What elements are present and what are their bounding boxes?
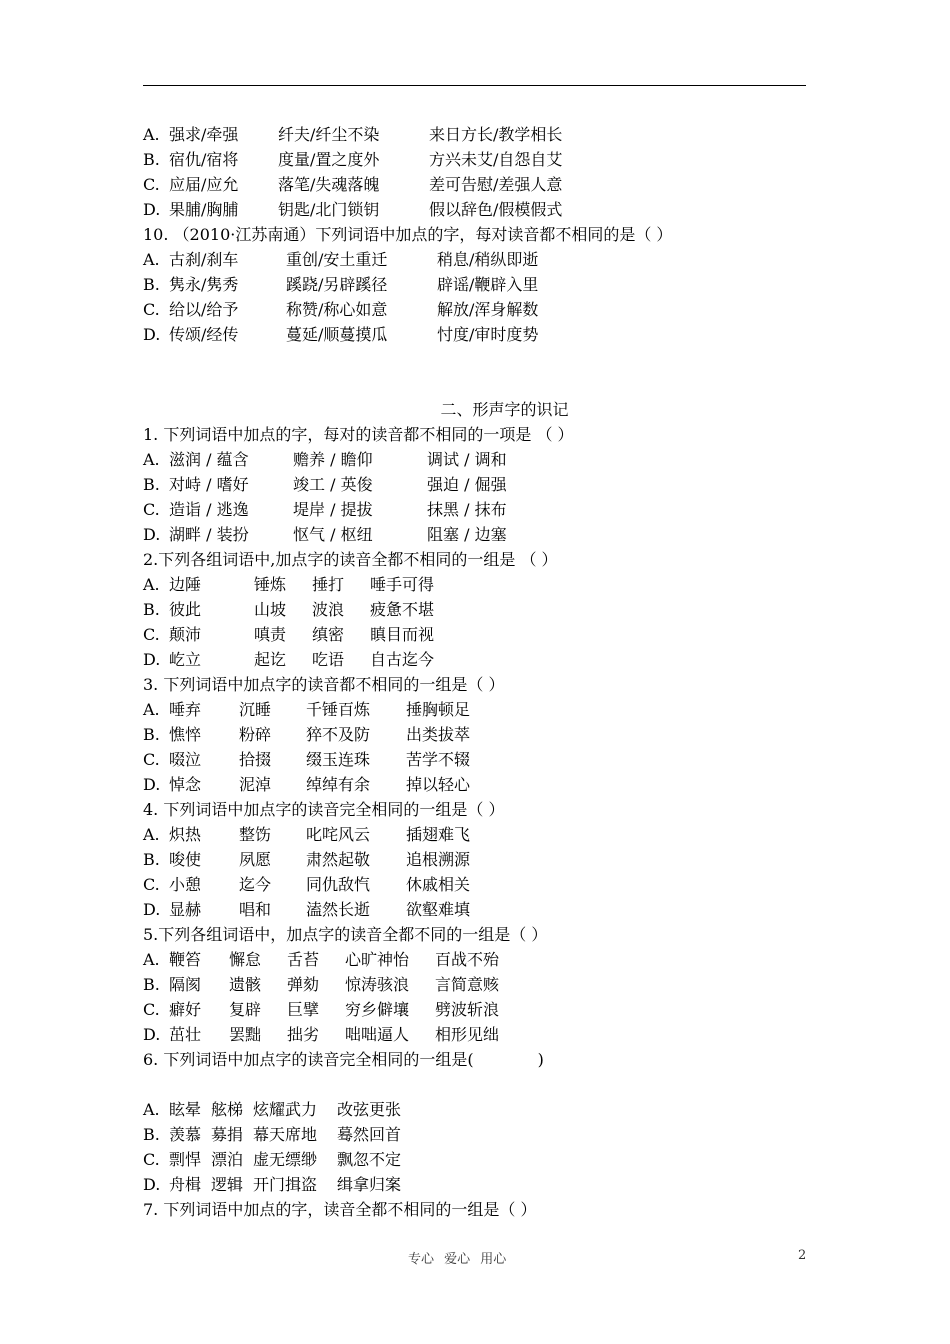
- option-item: 迄今: [239, 875, 272, 894]
- option-item: 整饬: [239, 825, 272, 844]
- option-item: 唾手可得: [370, 575, 435, 594]
- option-item: 忖度/审时度势: [437, 325, 539, 344]
- option-item: 泥淖: [239, 775, 272, 794]
- option-label: B.: [143, 850, 160, 869]
- option-item: 拾掇: [239, 750, 272, 769]
- option-item: 漂泊: [211, 1150, 244, 1169]
- option-item: 应届/应允: [169, 175, 239, 194]
- option-label: B.: [143, 975, 160, 994]
- option-item: 强求/牵强: [169, 125, 239, 144]
- option-item: 苦学不辍: [406, 750, 471, 769]
- option-item: 悼念: [169, 775, 202, 794]
- option-row: [143, 897, 806, 922]
- option-label: A.: [143, 450, 160, 469]
- question-stem: 2.下列各组词语中,加点字的读音全都不相同的一组是 （ ）: [143, 550, 558, 569]
- option-item: 蓦然回首: [337, 1125, 402, 1144]
- header-rule: [143, 85, 806, 86]
- option-row: [143, 747, 806, 772]
- option-item: 惊涛骇浪: [345, 975, 410, 994]
- option-item: 羡慕: [169, 1125, 202, 1144]
- option-item: 百战不殆: [435, 950, 500, 969]
- option-item: 对峙 / 嗜好: [169, 475, 249, 494]
- option-item: 显赫: [169, 900, 202, 919]
- option-label: D.: [143, 200, 161, 219]
- option-item: 边陲: [169, 575, 202, 594]
- option-item: 同仇敌忾: [306, 875, 371, 894]
- option-row: [143, 447, 806, 472]
- footer-motto: 专心 爱心 用心: [408, 1252, 507, 1267]
- option-item: 方兴未艾/自怨自艾: [429, 150, 563, 169]
- option-item: 绰绰有余: [306, 775, 371, 794]
- option-item: 隔阂: [169, 975, 202, 994]
- option-item: 肃然起敬: [306, 850, 371, 869]
- option-row: [143, 622, 806, 647]
- option-item: 吃语: [312, 650, 345, 669]
- option-row: [143, 522, 806, 547]
- question-stem: 6. 下列词语中加点字的读音完全相同的一组是( ): [143, 1050, 544, 1069]
- option-item: 缉拿归案: [337, 1175, 402, 1194]
- option-item: 度量/置之度外: [278, 150, 380, 169]
- option-label: A.: [143, 950, 160, 969]
- option-item: 飘忽不定: [337, 1150, 402, 1169]
- section-title: 二、形声字的识记: [440, 400, 569, 419]
- option-item: 稍息/稍纵即逝: [437, 250, 539, 269]
- option-item: 锤炼: [254, 575, 287, 594]
- option-label: C.: [143, 750, 160, 769]
- option-item: 唆使: [169, 850, 202, 869]
- option-item: 相形见绌: [435, 1025, 500, 1044]
- option-item: 罢黜: [229, 1025, 262, 1044]
- question-stem: 1. 下列词语中加点的字，每对的读音都不相同的一项是 （ ）: [143, 425, 574, 444]
- option-item: 捶打: [312, 575, 345, 594]
- option-row: [143, 572, 806, 597]
- option-item: 粉碎: [239, 725, 272, 744]
- option-label: C.: [143, 875, 160, 894]
- option-item: 遗骸: [229, 975, 262, 994]
- option-row: [143, 947, 806, 972]
- option-item: 起讫: [254, 650, 287, 669]
- option-row: [143, 822, 806, 847]
- option-item: 拙劣: [287, 1025, 320, 1044]
- option-item: 心旷神怡: [345, 950, 410, 969]
- option-row: [143, 972, 806, 997]
- option-item: 舟楫: [169, 1175, 202, 1194]
- option-item: 出类拔萃: [406, 725, 471, 744]
- option-item: 茁壮: [169, 1025, 202, 1044]
- question-stem: 5.下列各组词语中，加点字的读音全都不同的一组是（ ）: [143, 925, 548, 944]
- option-item: 眩晕: [169, 1100, 202, 1119]
- option-item: 赡养 / 瞻仰: [293, 450, 373, 469]
- option-item: 湖畔 / 装扮: [169, 525, 249, 544]
- option-label: A.: [143, 575, 160, 594]
- option-label: B.: [143, 1125, 160, 1144]
- option-item: 插翅难飞: [406, 825, 471, 844]
- option-item: 舌苔: [287, 950, 320, 969]
- option-label: A.: [143, 1100, 160, 1119]
- option-item: 钥匙/北门锁钥: [278, 200, 380, 219]
- option-item: 缀玉连珠: [306, 750, 371, 769]
- option-label: A.: [143, 250, 160, 269]
- option-item: 传颂/经传: [169, 325, 239, 344]
- option-item: 波浪: [312, 600, 345, 619]
- option-row: [143, 1172, 806, 1197]
- option-row: [143, 697, 806, 722]
- option-item: 强迫 / 倔强: [427, 475, 507, 494]
- question-stem: 10. （2010·江苏南通）下列词语中加点的字，每对读音都不相同的是（ ）: [143, 225, 673, 244]
- option-item: 纤夫/纤尘不染: [278, 125, 380, 144]
- option-item: 差可告慰/差强人意: [429, 175, 563, 194]
- option-row: [143, 872, 806, 897]
- option-item: 辟谣/鞭辟入里: [437, 275, 539, 294]
- option-item: 堤岸 / 提拔: [293, 500, 373, 519]
- option-item: 剽悍: [169, 1150, 202, 1169]
- option-label: B.: [143, 600, 160, 619]
- option-item: 言简意赅: [435, 975, 500, 994]
- option-row: [143, 1122, 806, 1147]
- option-label: A.: [143, 125, 160, 144]
- option-row: [143, 272, 806, 297]
- option-label: D.: [143, 1175, 161, 1194]
- option-item: 瞋目而视: [370, 625, 435, 644]
- option-row: [143, 847, 806, 872]
- option-item: 蔓延/顺蔓摸瓜: [286, 325, 388, 344]
- option-item: 唱和: [239, 900, 272, 919]
- option-label: D.: [143, 900, 161, 919]
- question-stem: 7. 下列词语中加点的字，读音全都不相同的一组是（ ）: [143, 1200, 537, 1219]
- option-row: [143, 147, 806, 172]
- option-label: D.: [143, 325, 161, 344]
- option-item: 滋润 / 蕴含: [169, 450, 249, 469]
- option-item: 千锤百炼: [306, 700, 371, 719]
- option-item: 造诣 / 逃逸: [169, 500, 249, 519]
- option-item: 小憩: [169, 875, 202, 894]
- option-row: [143, 497, 806, 522]
- document-body: [143, 122, 806, 1222]
- option-item: 幕天席地: [253, 1125, 318, 1144]
- option-item: 休戚相关: [406, 875, 471, 894]
- question-stem: 4. 下列词语中加点字的读音完全相同的一组是（ ）: [143, 800, 505, 819]
- option-item: 屹立: [169, 650, 202, 669]
- option-row: [143, 647, 806, 672]
- option-item: 虚无缥缈: [253, 1150, 318, 1169]
- option-item: 彼此: [169, 600, 202, 619]
- option-label: D.: [143, 1025, 161, 1044]
- option-item: 缜密: [312, 625, 345, 644]
- page-footer: [0, 1248, 950, 1268]
- option-item: 舷梯: [211, 1100, 244, 1119]
- option-row: [143, 997, 806, 1022]
- option-item: 山坡: [254, 600, 287, 619]
- option-row: [143, 122, 806, 147]
- option-label: B.: [143, 150, 160, 169]
- option-item: 巨擘: [287, 1000, 320, 1019]
- option-item: 宿仇/宿将: [169, 150, 239, 169]
- option-item: 开门揖盗: [253, 1175, 318, 1194]
- option-row: [143, 1022, 806, 1047]
- option-item: 称赞/称心如意: [286, 300, 388, 319]
- option-row: [143, 1097, 806, 1122]
- option-label: C.: [143, 300, 160, 319]
- option-row: [143, 247, 806, 272]
- option-item: 憔悴: [169, 725, 202, 744]
- option-item: 自古迄今: [370, 650, 435, 669]
- option-item: 重创/安土重迁: [286, 250, 388, 269]
- option-label: D.: [143, 525, 161, 544]
- option-item: 夙愿: [239, 850, 272, 869]
- option-item: 颠沛: [169, 625, 202, 644]
- option-item: 怄气 / 枢纽: [293, 525, 373, 544]
- option-item: 抹黑 / 抹布: [427, 500, 507, 519]
- option-item: 穷乡僻壤: [345, 1000, 410, 1019]
- option-row: [143, 722, 806, 747]
- option-item: 掉以轻心: [406, 775, 471, 794]
- option-label: B.: [143, 275, 160, 294]
- option-item: 蹊跷/另辟蹊径: [286, 275, 388, 294]
- option-item: 隽永/隽秀: [169, 275, 239, 294]
- option-item: 嗔责: [254, 625, 287, 644]
- option-item: 给以/给予: [169, 300, 239, 319]
- option-item: 弹劾: [287, 975, 320, 994]
- option-label: C.: [143, 500, 160, 519]
- option-item: 欲壑难填: [406, 900, 471, 919]
- option-item: 改弦更张: [337, 1100, 402, 1119]
- page-number: 2: [798, 1248, 807, 1263]
- option-label: C.: [143, 175, 160, 194]
- option-item: 果脯/胸脯: [169, 200, 239, 219]
- option-label: D.: [143, 650, 161, 669]
- option-label: D.: [143, 775, 161, 794]
- option-label: C.: [143, 1000, 160, 1019]
- option-item: 调试 / 调和: [427, 450, 507, 469]
- option-item: 募捐: [211, 1125, 244, 1144]
- option-item: 沉睡: [239, 700, 272, 719]
- option-item: 炽热: [169, 825, 202, 844]
- option-item: 追根溯源: [406, 850, 471, 869]
- option-item: 唾弃: [169, 700, 202, 719]
- option-item: 叱咤风云: [306, 825, 371, 844]
- option-item: 古刹/刹车: [169, 250, 239, 269]
- option-item: 溘然长逝: [306, 900, 371, 919]
- option-item: 炫耀武力: [253, 1100, 318, 1119]
- option-row: [143, 772, 806, 797]
- question-stem: 3. 下列词语中加点字的读音都不相同的一组是（ ）: [143, 675, 505, 694]
- option-row: [143, 472, 806, 497]
- option-item: 解放/浑身解数: [437, 300, 539, 319]
- option-label: C.: [143, 1150, 160, 1169]
- option-item: 猝不及防: [306, 725, 371, 744]
- option-item: 鞭笞: [169, 950, 202, 969]
- option-item: 阻塞 / 边塞: [427, 525, 507, 544]
- option-item: 竣工 / 英俊: [293, 475, 373, 494]
- option-item: 懈怠: [229, 950, 262, 969]
- option-label: B.: [143, 475, 160, 494]
- option-item: 咄咄逼人: [345, 1025, 410, 1044]
- option-row: [143, 172, 806, 197]
- option-row: [143, 297, 806, 322]
- option-label: B.: [143, 725, 160, 744]
- option-label: A.: [143, 825, 160, 844]
- option-item: 啜泣: [169, 750, 202, 769]
- option-item: 复辟: [229, 1000, 262, 1019]
- option-item: 落笔/失魂落魄: [278, 175, 380, 194]
- option-item: 假以辞色/假模假式: [429, 200, 563, 219]
- option-item: 逻辑: [211, 1175, 244, 1194]
- option-item: 来日方长/教学相长: [429, 125, 563, 144]
- option-row: [143, 597, 806, 622]
- option-row: [143, 1147, 806, 1172]
- option-item: 捶胸顿足: [406, 700, 471, 719]
- option-item: 疲惫不堪: [370, 600, 435, 619]
- option-label: C.: [143, 625, 160, 644]
- option-row: [143, 197, 806, 222]
- option-item: 劈波斩浪: [435, 1000, 500, 1019]
- option-row: [143, 322, 806, 347]
- option-item: 癖好: [169, 1000, 202, 1019]
- option-label: A.: [143, 700, 160, 719]
